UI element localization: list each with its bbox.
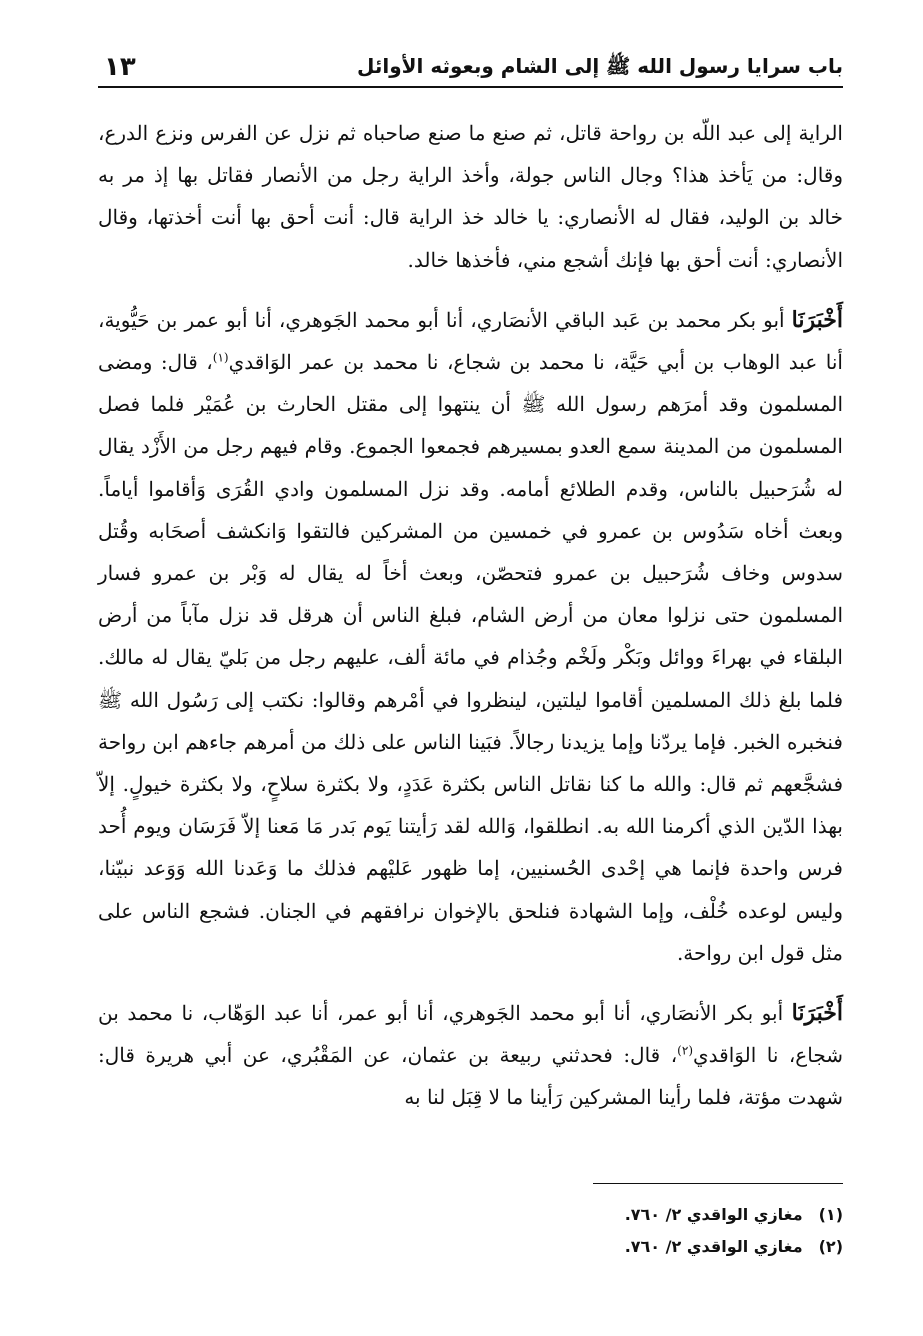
paragraph-2 [98, 299, 843, 974]
paragraph-2-text-b: ، قال: ومضى المسلمون وقد أمرَهم رسول الله ﷺ أن ينتهوا إلى مقتل الحارث بن عُمَيْر فلما فصل المسلمون من المدينة سمع العدو بمسيرهم فجمعوا الجموع. وقام فيهم رجل من الأَزْد يقال له شُرَحبيل بالناس، وقدم الطلائع أمامه. وقد نزل المسلمون وادي القُرَى وَأقاموا أياماً. وبعث أخاه سَدُوس بن عمرو في خمسين من المشركين فالتقوا وَانكشف أصحَابه وقُتل سدوس وخاف شُرَحبيل بن عمرو فتحصّن، وبعث أخاً له يقال له وَبْر بن عمرو فسار المسلمون حتى نزلوا معان من أرض الشام، فبلغ الناس أن هرقل قد نزل مآباً من أرض البلقاء في بهراءَ ووائل وبَكْر ولَخْم وجُذام في مائة ألف، عليهم رجل من بَليّ يقال له مالك. فلما بلغ ذلك المسلمين أقاموا ليلتين، لينظروا في أمْرهم وقالوا: نكتب إلى رَسُول الله ﷺ فنخبره الخبر. فإما يردّنا وإما يزيدنا رجالاً. فبَينا الناس على ذلك من أمرهم جاءهم ابن رواحة فشجَّعهم ثم قال: والله ما كنا نقاتل الناس بكثرة عَدَدٍ، ولا بكثرة سلاحٍ، ولا بكثرة خيولٍ. إلاّ بهذا الدّين الذي أكرمنا الله به. انطلقوا، وَالله لقد رَأيتنا يَوم بَدر مَا مَعنا إلاّ فَرَسَان ويوم أُحد فرس واحدة فإنما هي إحْدى الحُسنيين، إما ظهور عَليْهم فذلك ما وَعَدنا الله وَوَعد نبيّنا، وليس لوعده خُلْف، وإما الشهادة فنلحق بالإخوان نرافقهم في الجنان. فشجع الناس على مثل قول ابن رواحة. [98, 350, 843, 965]
akhbarana-lead: أَخْبَرَنَا [791, 1000, 843, 1027]
footnote-text: مغازي الواقدي ٢/ ٧٦٠. [624, 1205, 803, 1224]
akhbarana-lead: أَخْبَرَنَا [791, 306, 843, 333]
footnote-2 [98, 1236, 843, 1258]
paragraph-3-text-b: ، قال: فحدثني ربيعة بن عثمان، عن المَقْبُري، عن أبي هريرة قال: شهدت مؤتة، فلما رأينا المشركين رَأينا ما لا قِبَل لنا به [98, 1043, 843, 1110]
page-header [98, 52, 843, 88]
footnote-ref-1[interactable]: (١) [212, 350, 229, 365]
footnote-1 [98, 1204, 843, 1226]
page-number: ١٣ [104, 52, 136, 82]
footnote-text: مغازي الواقدي ٢/ ٧٦٠. [624, 1237, 803, 1256]
footnote-separator [593, 1183, 843, 1184]
paragraph-3 [98, 992, 843, 1119]
footnotes [98, 1204, 843, 1268]
footnote-number: (٢) [818, 1237, 843, 1256]
footnote-ref-2[interactable]: (٢) [677, 1043, 693, 1058]
footnote-number: (١) [818, 1205, 843, 1224]
paragraph-3-text-a: أبو بكر الأنصَاري، أنا أبو محمد الجَوهري، أنا أبو عمر، أنا عبد الوَهّاب، نا محمد بن شجاع، نا الوَاقدي [98, 1001, 843, 1068]
body-text [98, 112, 843, 1119]
paragraph-1: الراية إلى عبد اللّه بن رواحة قاتل، ثم صنع ما صنع صاحباه ثم نزل عن الفرس ونزع الدرع، وقال: من يَأخذ هذا؟ وجال الناس جولة، وأخذ الراية رجل من الأنصار فقاتل بها إذ مر به خالد بن الوليد، فقال له الأنصاري: يا خالد خذ الراية قال: أنت أحق بها أنت أخذتها، وقال الأنصاري: أنت أحق بها فإنك أشجع مني، فأخذها خالد. [98, 121, 843, 272]
paragraph-2-text-a: أبو بكر محمد بن عَبد الباقي الأنصَاري، أنا أبو محمد الجَوهري، أنا أبو عمر بن حَيُّوية، أنا عبد الوهاب بن أبي حَيَّة، نا محمد بن شجاع، نا محمد بن عمر الوَاقدي [98, 307, 843, 375]
running-title: باب سرايا رسول الله ﷺ إلى الشام وبعوثه الأوائل [357, 54, 843, 78]
